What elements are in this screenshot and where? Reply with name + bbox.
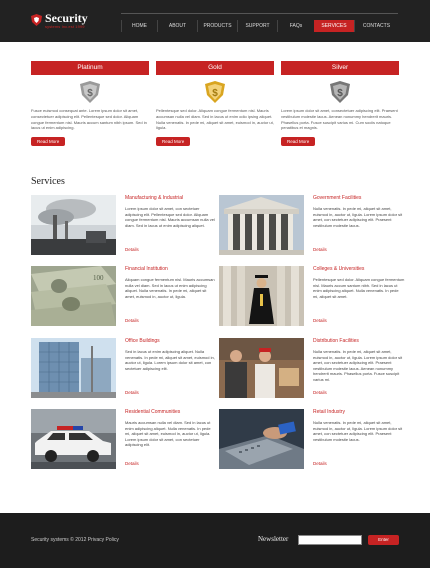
brand-tagline: systems Inc.est 1999 bbox=[45, 24, 85, 29]
industrial-photo[interactable] bbox=[31, 195, 116, 255]
read-more-button[interactable]: Read More bbox=[156, 137, 190, 146]
nav-divider bbox=[121, 13, 398, 14]
details-link[interactable]: Details bbox=[313, 461, 327, 466]
plan-description: Pellentesque sed dolor. Aliquam congue fermentum nisl. Mauris accumsan nulla vel diam. Sed in lacus ut enim odio ipsing aliquet. Nulla venenatis. In pede mi, aliquet sit amet, euismod in, auctor ut, ligula. bbox=[156, 108, 274, 131]
service-description: Lorem ipsum dolor sit amet, con sectetuer adipiscing elit. Pellentesque sed dolor. Aliquam congue fermentum nisl. Mauris accumsan nulla vel diam. Sed in lacus ut enim adipiscing aliquet. bbox=[125, 206, 215, 228]
college-photo[interactable] bbox=[219, 266, 304, 326]
site-header bbox=[0, 0, 430, 42]
svg-text:$: $ bbox=[337, 88, 343, 99]
service-item bbox=[31, 409, 219, 471]
service-title[interactable]: Colleges & Universities bbox=[313, 266, 365, 272]
plan-title: Silver bbox=[281, 61, 399, 75]
service-description: Sed in lacus ut enim adipiscing aliquet. Nulla venenatis. In pede mi, aliquet sit amet, euismod in, auctor ut, ligula. Lorem ipsum dolor sit amet, con sectetuer adipiscing elit. bbox=[125, 349, 215, 371]
brand-logo[interactable] bbox=[31, 13, 88, 29]
plan-title: Platinum bbox=[31, 61, 149, 75]
service-title[interactable]: Distribution Facilities bbox=[313, 338, 359, 344]
plan-gold bbox=[156, 61, 274, 146]
details-link[interactable]: Details bbox=[313, 390, 327, 395]
dollar-shield-icon bbox=[80, 81, 100, 103]
service-description: Nulla venenatis. In pede mi, aliquet sit amet, euismod in, auctor ut, ligula. Lorem ipsum dolor sit amet, con sectetuer adipiscing elit. Praesent vestibulum molestie lacus. Aenean nonummy hendrerit mauris. Phasellus porta. Fusce suscipit varius mi. bbox=[313, 349, 403, 382]
plan-description: Lorem ipsum dolor sit amet, consectetuer adipiscing elit. Praesent vestibulum molestie lacus. Aenean nonummy hendrerit mauris. Phasellus porta. Fusce suscipit varius mi. Cum sociis natoque penatibus et magnis. bbox=[281, 108, 398, 131]
service-item bbox=[219, 338, 407, 400]
dollar-shield-icon bbox=[205, 81, 225, 103]
read-more-button[interactable]: Read More bbox=[31, 137, 65, 146]
nav-home[interactable]: HOME bbox=[121, 20, 157, 32]
service-title[interactable]: Residential Communities bbox=[125, 409, 181, 415]
police-car-photo[interactable] bbox=[31, 409, 116, 469]
service-title[interactable]: Retail Industry bbox=[313, 409, 345, 415]
svg-text:$: $ bbox=[212, 88, 218, 99]
plan-platinum bbox=[31, 61, 149, 146]
service-description: Mauris accumsan nulla vel diam. Sed in lacus ut enim adipiscing aliquet. Nulla venenatis. In pede mi, aliquet sit amet, euismod in, auctor ut, ligula. Lorem ipsum dolor sit amet, con sectetuer adipiscing elit. bbox=[125, 420, 211, 448]
details-link[interactable]: Details bbox=[125, 247, 139, 252]
retail-laptop-photo[interactable] bbox=[219, 409, 304, 469]
distribution-photo[interactable] bbox=[219, 338, 304, 398]
service-description: Nulla venenatis. In pede mi, aliquet sit amet, euismod in, auctor ut, ligula. Lorem ipsum dolor sit amet, con sectetuer adipiscing elit. Praesent vestibulum molestie lacus. bbox=[313, 420, 403, 442]
newsletter-label: Newsletter bbox=[258, 535, 289, 543]
service-title[interactable]: Office Buildings bbox=[125, 338, 160, 344]
plan-silver bbox=[281, 61, 399, 146]
office-building-photo[interactable] bbox=[31, 338, 116, 398]
read-more-button[interactable]: Read More bbox=[281, 137, 315, 146]
details-link[interactable]: Details bbox=[125, 390, 139, 395]
service-item bbox=[219, 195, 407, 257]
nav-products[interactable]: PRODUCTS bbox=[197, 20, 237, 32]
details-link[interactable]: Details bbox=[125, 318, 139, 323]
shield-logo-icon bbox=[31, 14, 42, 26]
nav-about[interactable]: ABOUT bbox=[157, 20, 197, 32]
details-link[interactable]: Details bbox=[313, 247, 327, 252]
newsletter-enter-button[interactable]: Enter bbox=[368, 535, 399, 545]
money-photo[interactable] bbox=[31, 266, 116, 326]
svg-text:100: 100 bbox=[93, 274, 104, 282]
service-description: Nulla venenatis. In pede mi, aliquet sit amet, euismod in, auctor ut, ligula. Lorem ipsum dolor sit amet, con sectetuer adipiscing elit. Praesent vestibulum molestie lacus. bbox=[313, 206, 403, 228]
service-description: Pellentesque sed dolor. Aliquam congue fermentum nisl. Mauris accum santum nibh. Sed in lacus ut enim adipiscing aliquet. Nulla venenatis. In pede mi, aliquet sit amet. bbox=[313, 277, 405, 299]
services-heading: Services bbox=[31, 176, 65, 187]
service-item bbox=[31, 266, 219, 328]
service-title[interactable]: Manufacturing & Industrial bbox=[125, 195, 184, 201]
details-link[interactable]: Details bbox=[313, 318, 327, 323]
plan-title: Gold bbox=[156, 61, 274, 75]
brand-name: Security bbox=[45, 11, 88, 25]
details-link[interactable]: Details bbox=[125, 461, 139, 466]
dollar-shield-icon bbox=[330, 81, 350, 103]
plan-description: Fusce euismod consequat ante. Lorem ipsum dolor sit amet, consectetuer adipiscing elit. Pellentesque sed dolor. Aliquam congue fermentum nisl. Mauris accum santum nibh ipsum. Sed in lacus ut enim adipiscing. bbox=[31, 108, 147, 131]
service-title[interactable]: Financial Institution bbox=[125, 266, 168, 272]
service-title[interactable]: Government Facilities bbox=[313, 195, 362, 201]
government-photo[interactable] bbox=[219, 195, 304, 255]
service-item bbox=[31, 338, 219, 400]
service-item bbox=[31, 195, 219, 257]
service-description: Aliquam congue fermentum nisl. Mauris accumsan nulla vel diam. Sed in lacus ut enim adipiscing aliquet. Nulla venenatis. In pede mi, aliquet sit amet, euismod in, auctor ut, ligula. bbox=[125, 277, 215, 299]
nav-services[interactable]: SERVICES bbox=[314, 20, 354, 32]
newsletter-email-input[interactable] bbox=[298, 535, 362, 545]
copyright-text[interactable]: Security systems © 2012 Privacy Policy bbox=[31, 537, 119, 543]
main-nav bbox=[121, 20, 398, 32]
service-item bbox=[219, 266, 407, 328]
nav-faqs[interactable]: FAQs bbox=[277, 20, 314, 32]
nav-contacts[interactable]: CONTACTS bbox=[354, 20, 398, 32]
service-item bbox=[219, 409, 407, 471]
site-footer bbox=[0, 513, 430, 568]
nav-support[interactable]: SUPPORT bbox=[237, 20, 277, 32]
svg-text:$: $ bbox=[87, 88, 93, 99]
